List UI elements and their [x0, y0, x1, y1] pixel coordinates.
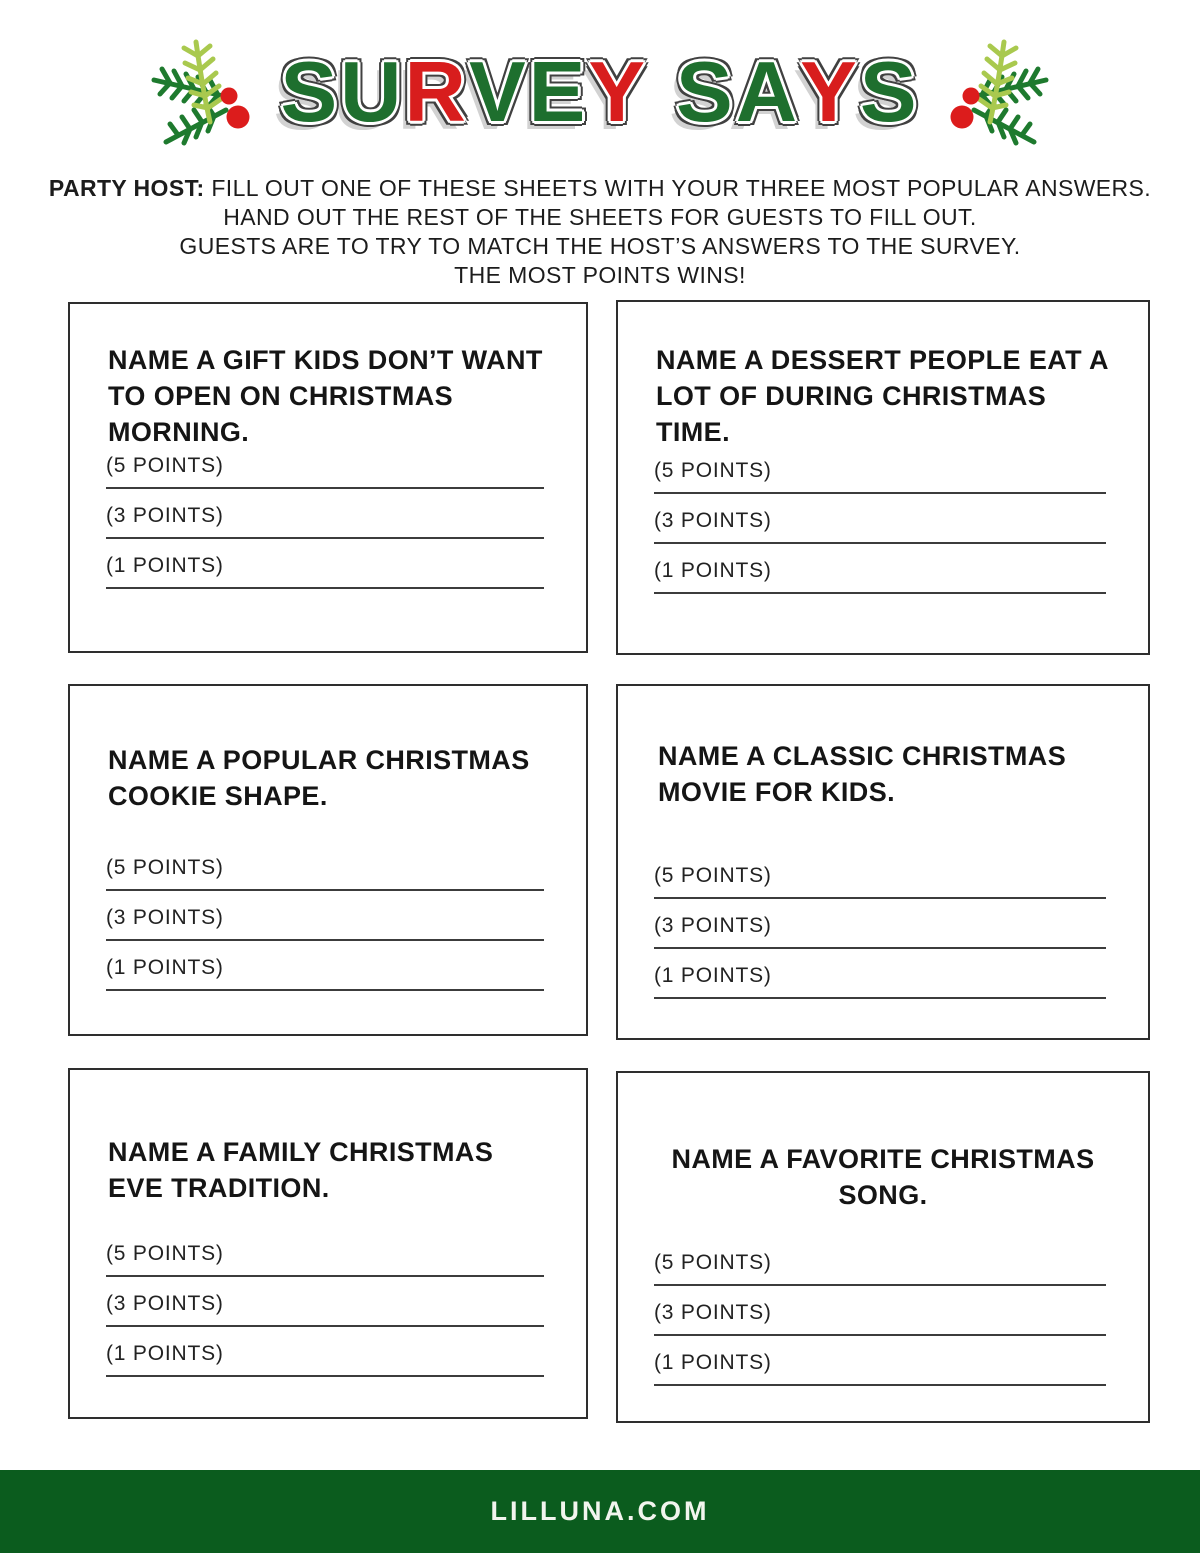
answer-row	[106, 504, 544, 539]
points-label: (5 POINTS)	[654, 459, 772, 482]
answer-row	[654, 964, 1106, 999]
card-question: NAME A POPULAR CHRISTMAS COOKIE SHAPE.	[108, 745, 530, 811]
answer-blank-line[interactable]	[106, 1325, 544, 1327]
points-label: (1 POINTS)	[106, 554, 224, 577]
points-label: (3 POINTS)	[106, 504, 224, 527]
card-question: NAME A CLASSIC CHRISTMAS MOVIE FOR KIDS.	[658, 741, 1067, 807]
answer-blank-line[interactable]	[106, 1275, 544, 1277]
answer-row	[106, 906, 544, 941]
answer-row	[654, 1301, 1106, 1336]
points-label: (3 POINTS)	[654, 509, 772, 532]
points-label: (5 POINTS)	[106, 454, 224, 477]
title-word-says	[676, 44, 920, 140]
answer-blank-line[interactable]	[654, 1334, 1106, 1336]
title-letter: A	[735, 44, 801, 140]
card-question: NAME A FAVORITE CHRISTMAS SONG.	[671, 1144, 1095, 1210]
points-label: (1 POINTS)	[654, 964, 772, 987]
answer-row	[106, 956, 544, 991]
card-question: NAME A FAMILY CHRISTMAS EVE TRADITION.	[108, 1137, 494, 1203]
card-question: NAME A GIFT KIDS DON’T WANT TO OPEN ON CHRISTMAS MORNING.	[108, 345, 543, 447]
points-label: (5 POINTS)	[106, 856, 224, 879]
title-letter: R	[404, 44, 469, 140]
answer-row	[654, 559, 1106, 594]
answer-row	[106, 1242, 544, 1277]
answer-row	[654, 509, 1106, 544]
answer-row	[106, 1292, 544, 1327]
answer-blank-line[interactable]	[106, 1375, 544, 1377]
points-label: (3 POINTS)	[654, 1301, 772, 1324]
answer-blank-line[interactable]	[106, 587, 544, 589]
points-label: (3 POINTS)	[106, 906, 224, 929]
answer-row	[106, 554, 544, 589]
answer-blank-line[interactable]	[106, 537, 544, 539]
answer-blank-line[interactable]	[654, 947, 1106, 949]
answer-row	[654, 864, 1106, 899]
answer-blank-line[interactable]	[654, 492, 1106, 494]
instruction-line: GUESTS ARE TO TRY TO MATCH THE HOST’S ANSWERS TO THE SURVEY.	[179, 233, 1021, 259]
holly-sprig-icon	[932, 36, 1056, 148]
answer-row	[654, 1351, 1106, 1386]
instruction-line: THE MOST POINTS WINS!	[454, 262, 746, 288]
instruction-text: FILL OUT ONE OF THESE SHEETS WITH YOUR THREE MOST POPULAR ANSWERS.	[211, 175, 1152, 201]
instruction-line: HAND OUT THE REST OF THE SHEETS FOR GUESTS TO FILL OUT.	[223, 204, 977, 230]
answer-row	[654, 914, 1106, 949]
points-label: (3 POINTS)	[654, 914, 772, 937]
title-letter: Y	[588, 44, 649, 140]
survey-card-tradition	[68, 1068, 588, 1419]
answers	[106, 856, 544, 1006]
answer-blank-line[interactable]	[654, 592, 1106, 594]
answer-blank-line[interactable]	[106, 939, 544, 941]
title-letter: E	[528, 44, 589, 140]
survey-card-dessert	[616, 300, 1150, 655]
instruction-line	[0, 174, 1200, 203]
title-letter: S	[859, 44, 920, 140]
points-label: (1 POINTS)	[654, 559, 772, 582]
answer-row	[654, 459, 1106, 494]
page-title	[280, 44, 920, 140]
answer-blank-line[interactable]	[654, 1384, 1106, 1386]
points-label: (5 POINTS)	[106, 1242, 224, 1265]
survey-card-song	[616, 1071, 1150, 1423]
points-label: (1 POINTS)	[106, 956, 224, 979]
title-letter: U	[340, 44, 405, 140]
answer-blank-line[interactable]	[654, 1284, 1106, 1286]
header	[0, 36, 1200, 148]
footer-site-text: LILLUNA.COM	[490, 1496, 710, 1526]
answer-row	[106, 1342, 544, 1377]
survey-card-gift	[68, 302, 588, 653]
title-letter: S	[676, 44, 736, 140]
answer-blank-line[interactable]	[106, 989, 544, 991]
answer-blank-line[interactable]	[654, 997, 1106, 999]
footer	[0, 1470, 1200, 1553]
answer-row	[106, 856, 544, 891]
holly-sprig-icon	[144, 36, 268, 148]
answer-blank-line[interactable]	[106, 889, 544, 891]
party-host-label: PARTY HOST:	[48, 175, 205, 201]
answers	[106, 1242, 544, 1392]
answers	[106, 454, 544, 604]
answer-blank-line[interactable]	[654, 542, 1106, 544]
answers	[654, 459, 1106, 609]
title-letter: V	[468, 44, 529, 140]
card-question: NAME A DESSERT PEOPLE EAT A LOT OF DURING CHRISTMAS TIME.	[656, 345, 1108, 447]
answer-blank-line[interactable]	[106, 487, 544, 489]
points-label: (3 POINTS)	[106, 1292, 224, 1315]
points-label: (5 POINTS)	[654, 1251, 772, 1274]
title-word-survey	[280, 44, 649, 140]
points-label: (1 POINTS)	[106, 1342, 224, 1365]
title-letter: Y	[800, 44, 860, 140]
answers	[654, 864, 1106, 1014]
title-letter: S	[280, 44, 341, 140]
answer-row	[654, 1251, 1106, 1286]
points-label: (1 POINTS)	[654, 1351, 772, 1374]
survey-card-movie	[616, 684, 1150, 1040]
instructions	[0, 174, 1200, 290]
points-label: (5 POINTS)	[654, 864, 772, 887]
answers	[654, 1251, 1106, 1401]
survey-card-cookie	[68, 684, 588, 1036]
answer-row	[106, 454, 544, 489]
answer-blank-line[interactable]	[654, 897, 1106, 899]
